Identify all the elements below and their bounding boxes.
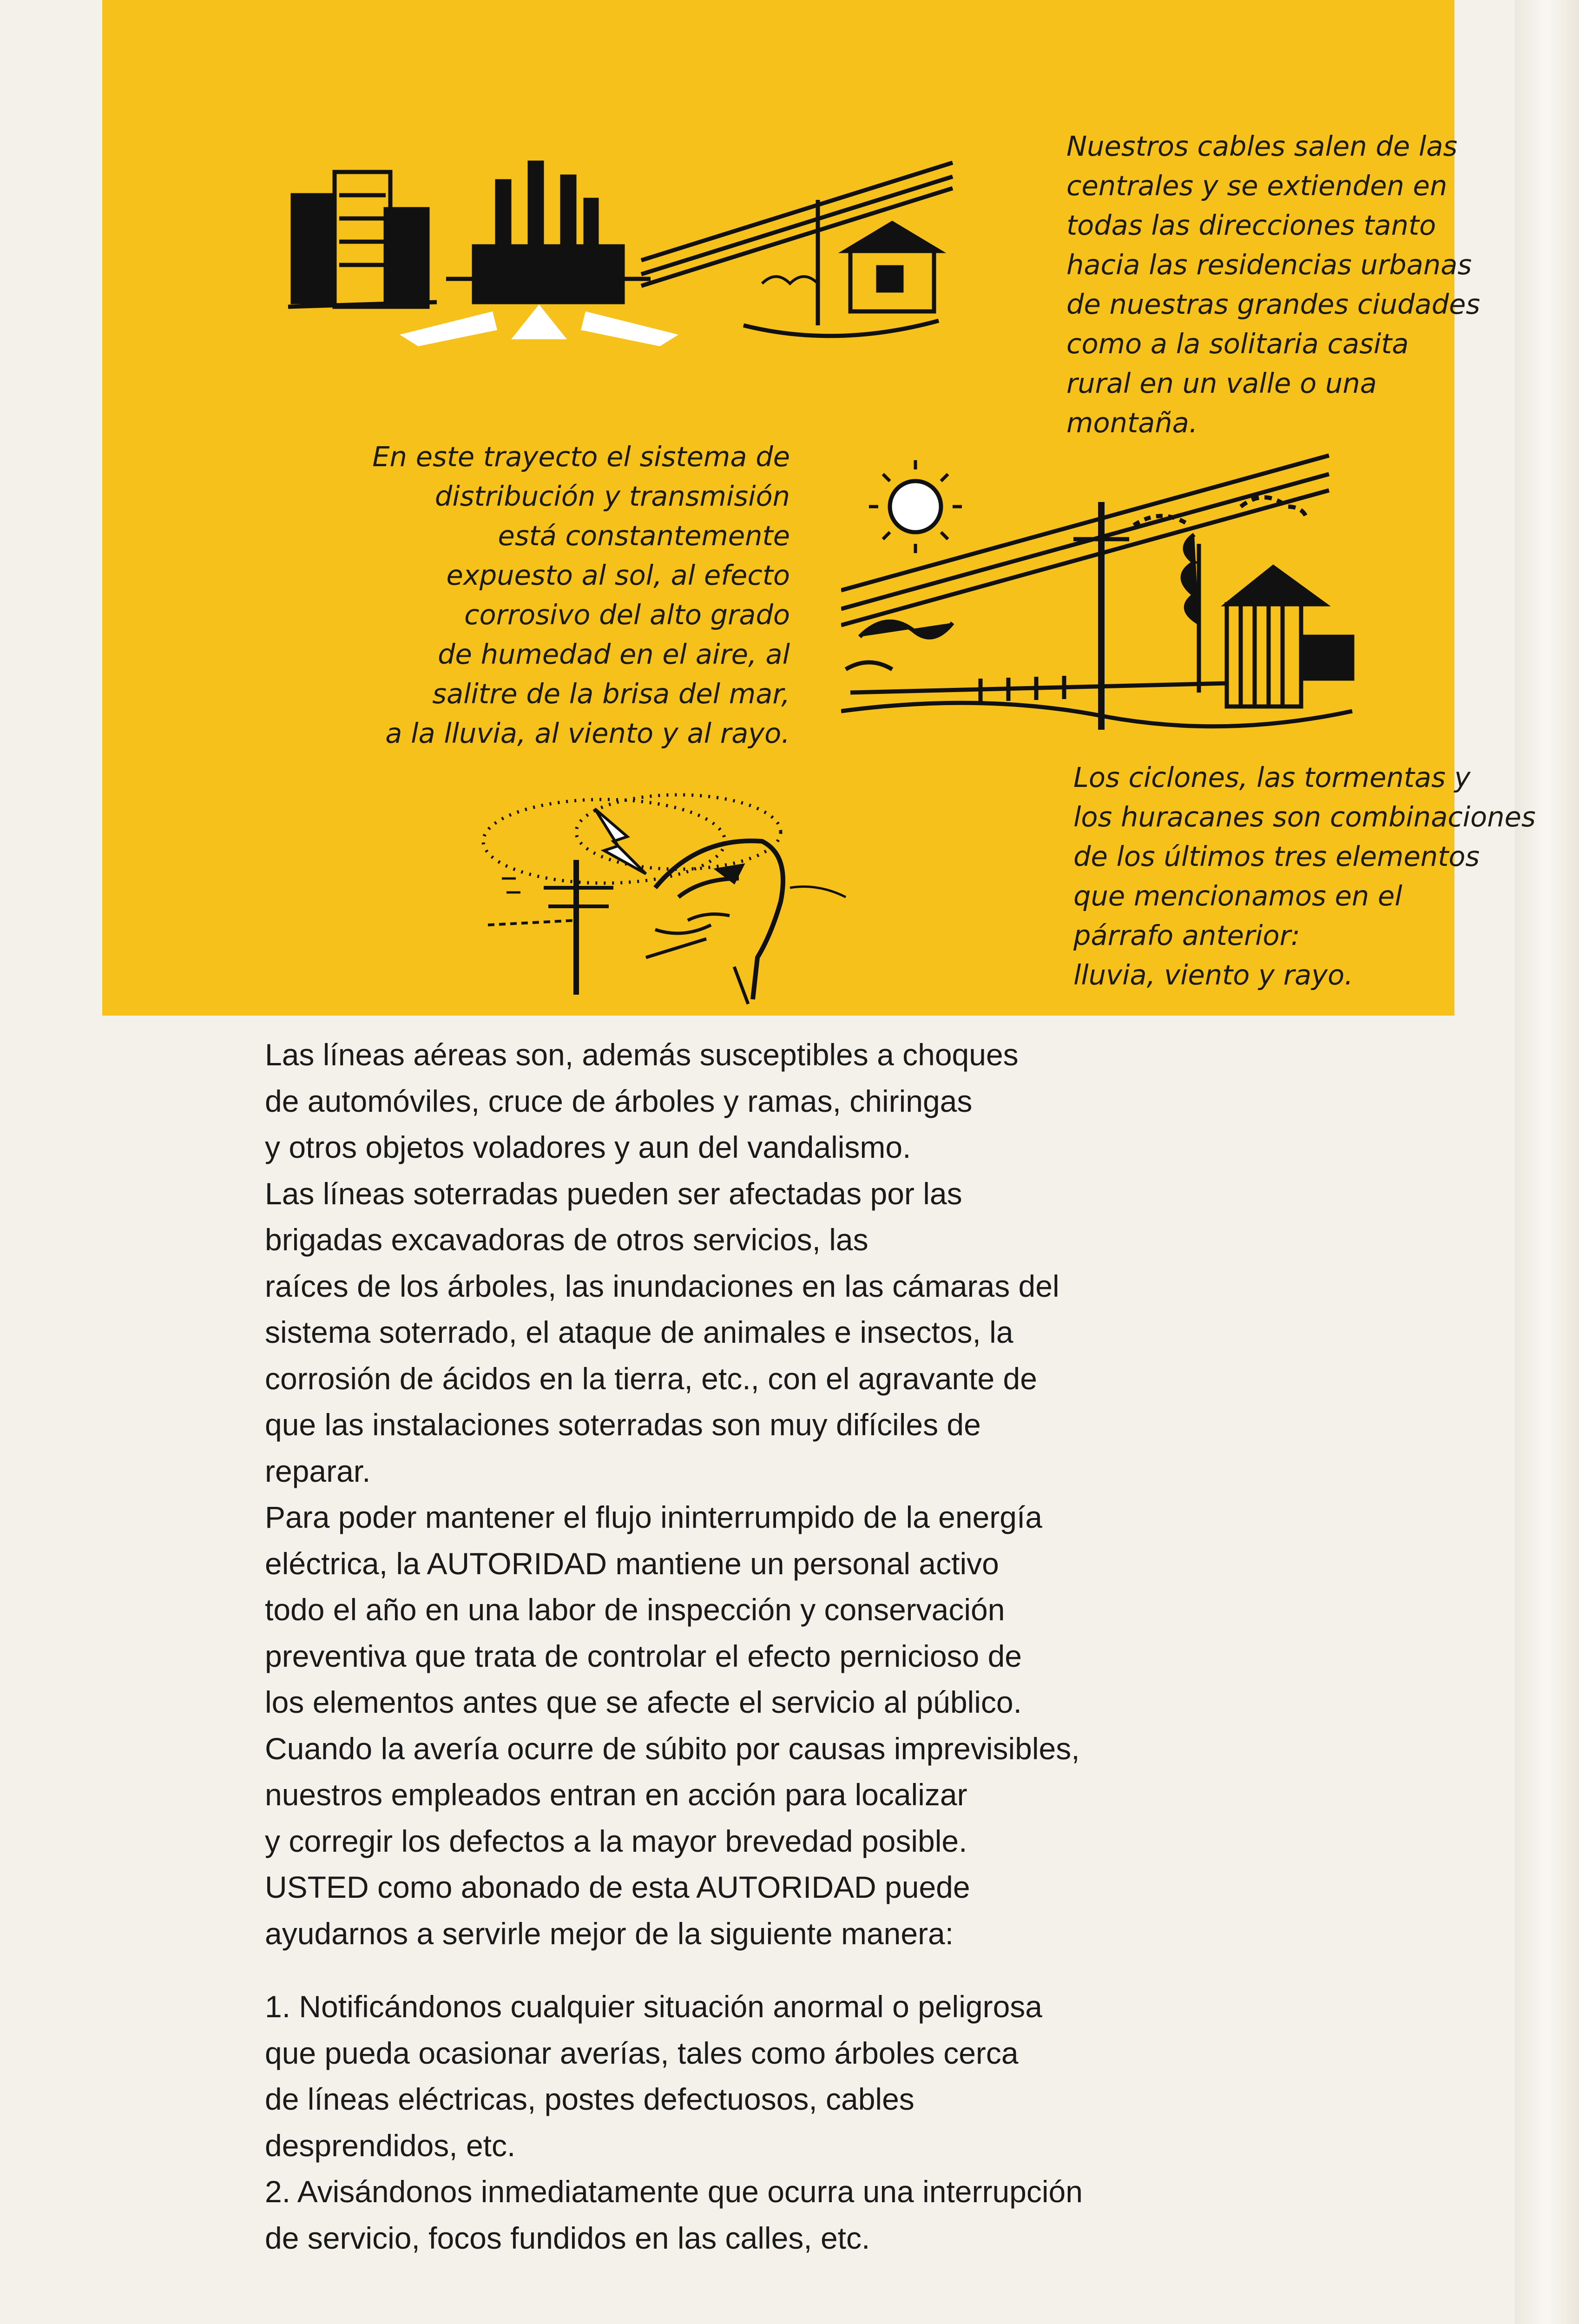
- caption-cables: Nuestros cables salen de las centrales y se extienden en todas las direcciones tanto hacia las residencias urbanas de nuestras grandes ciudades como a la solitaria casita rural en un valle o una montaña.: [1066, 130, 1480, 439]
- caption-storms: Los ciclones, las tormentas y los huracanes son combinaciones de los últimos tres elementos que mencionamos en el párrafo anterior: lluvia, viento y rayo.: [1073, 761, 1536, 991]
- sun-pole-house-illustration: [841, 451, 1362, 748]
- paragraph-overhead-lines: Las líneas aéreas son, además susceptibles a choques de automóviles, cruce de árboles y ramas, chiringas y otros objetos voladores y aun del vandalismo.: [265, 1037, 1019, 1164]
- illustration-panel: [102, 0, 1536, 1016]
- paragraph-how-to-help: USTED como abonado de esta AUTORIDAD puede ayudarnos a servirle mejor de la siguiente manera:: [265, 1870, 970, 1951]
- power-distribution-illustration: [279, 144, 985, 363]
- body-text: [265, 1032, 1287, 2261]
- paragraph-underground-lines: Las líneas soterradas pueden ser afectadas por las brigadas excavadoras de otros servicios, las raíces de los árboles, las inundaciones en las cámaras del sistema soterrado, el ataque de animales e insectos, la corrosión de ácidos en la tierra, etc., con el agravante de que las instalaciones soterradas son muy difíciles de reparar.: [265, 1176, 1059, 1488]
- paragraph-unexpected-failures: Cuando la avería ocurre de súbito por causas imprevisibles, nuestros empleados entran en acción para localizar y corregir los defectos a la mayor brevedad posible.: [265, 1731, 1080, 1858]
- caption-exposure: En este trayecto el sistema de distribución y transmisión está constantemente expuesto al sol, al efecto corrosivo del alto grado de humedad en el aire, al salitre de la brisa del mar, a la lluvia, al viento y al rayo.: [372, 441, 790, 749]
- list-item-2: 2. Avisándonos inmediatamente que ocurra una interrupción de servicio, focos fundidos en las calles, etc.: [265, 2174, 1083, 2255]
- storm-illustration: [437, 781, 948, 1013]
- list-item-1: 1. Notificándonos cualquier situación anormal o peligrosa que pueda ocasionar averías, tales como árboles cerca de líneas eléctricas, postes defectuosos, cables desprendidos, etc.: [265, 1989, 1042, 2163]
- paragraph-preventive-maintenance: Para poder mantener el flujo ininterrumpido de la energía eléctrica, la AUTORIDAD mantiene un personal activo todo el año en una labor de inspección y conservación preventiva que trata de controlar el efecto pernicioso de los elementos antes que se afecte el servicio al público.: [265, 1500, 1043, 1719]
